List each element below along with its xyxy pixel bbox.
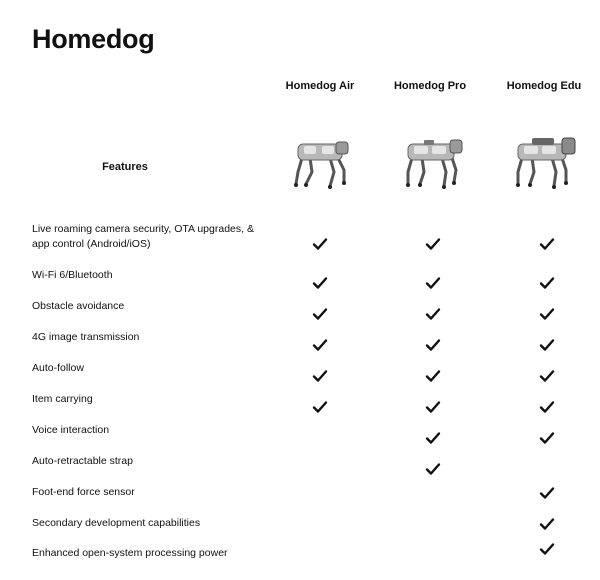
table-row [0,454,600,484]
checkmark-icon [425,400,441,414]
support-cell [308,273,332,293]
support-cell [535,234,559,254]
support-cell [421,397,445,417]
feature-label: Voice interaction [32,424,110,436]
checkmark-icon [312,307,328,321]
feature-label: Secondary development capabilities [32,517,201,529]
feature-label: Foot-end force sensor [32,486,135,498]
checkmark-icon [425,237,441,251]
feature-label: Live roaming camera security, OTA upgrades, & app control (Android/iOS) [32,223,254,250]
checkmark-icon [425,369,441,383]
checkmark-icon [312,369,328,383]
support-cell [421,304,445,324]
table-row [0,485,600,515]
checkmark-icon [312,276,328,290]
table-row [0,361,600,391]
features-heading: Features [102,161,148,173]
checkmark-icon [425,431,441,445]
table-row [0,330,600,360]
support-cell [535,335,559,355]
support-cell [421,428,445,448]
feature-label: Auto-retractable strap [32,455,133,467]
support-cell [421,459,445,479]
checkmark-icon [539,276,555,290]
support-cell [421,234,445,254]
table-row [0,299,600,329]
support-cell [535,539,559,559]
checkmark-icon [425,276,441,290]
support-cell [535,273,559,293]
support-cell [535,304,559,324]
table-row [0,222,600,252]
table-row [0,546,600,576]
support-cell [421,335,445,355]
support-cell [535,366,559,386]
checkmark-icon [539,307,555,321]
table-row [0,516,600,546]
feature-label: Item carrying [32,393,93,405]
checkmark-icon [425,307,441,321]
checkmark-icon [425,338,441,352]
table-row [0,392,600,422]
checkmark-icon [539,369,555,383]
checkmark-icon [425,462,441,476]
support-cell [535,428,559,448]
feature-label: Wi-Fi 6/Bluetooth [32,269,113,281]
feature-label: Enhanced open-system processing power [32,547,228,559]
checkmark-icon [539,237,555,251]
checkmark-icon [539,517,555,531]
support-cell [308,234,332,254]
support-cell [421,366,445,386]
column-header-air: Homedog Air [285,80,355,92]
table-row [0,423,600,453]
support-cell [308,366,332,386]
support-cell [535,483,559,503]
table-row [0,268,600,298]
checkmark-icon [539,486,555,500]
feature-label: Auto-follow [32,362,84,374]
checkmark-icon [312,338,328,352]
support-cell [421,273,445,293]
checkmark-icon [312,237,328,251]
support-cell [308,335,332,355]
support-cell [308,397,332,417]
checkmark-icon [312,400,328,414]
page-title: Homedog [32,24,155,54]
feature-label: Obstacle avoidance [32,300,125,312]
support-cell [308,304,332,324]
checkmark-icon [539,542,555,556]
support-cell [535,397,559,417]
column-header-pro: Homedog Pro [393,80,467,92]
feature-label: 4G image transmission [32,331,140,343]
checkmark-icon [539,431,555,445]
checkmark-icon [539,338,555,352]
checkmark-icon [539,400,555,414]
support-cell [535,514,559,534]
column-header-edu: Homedog Edu [506,80,582,92]
